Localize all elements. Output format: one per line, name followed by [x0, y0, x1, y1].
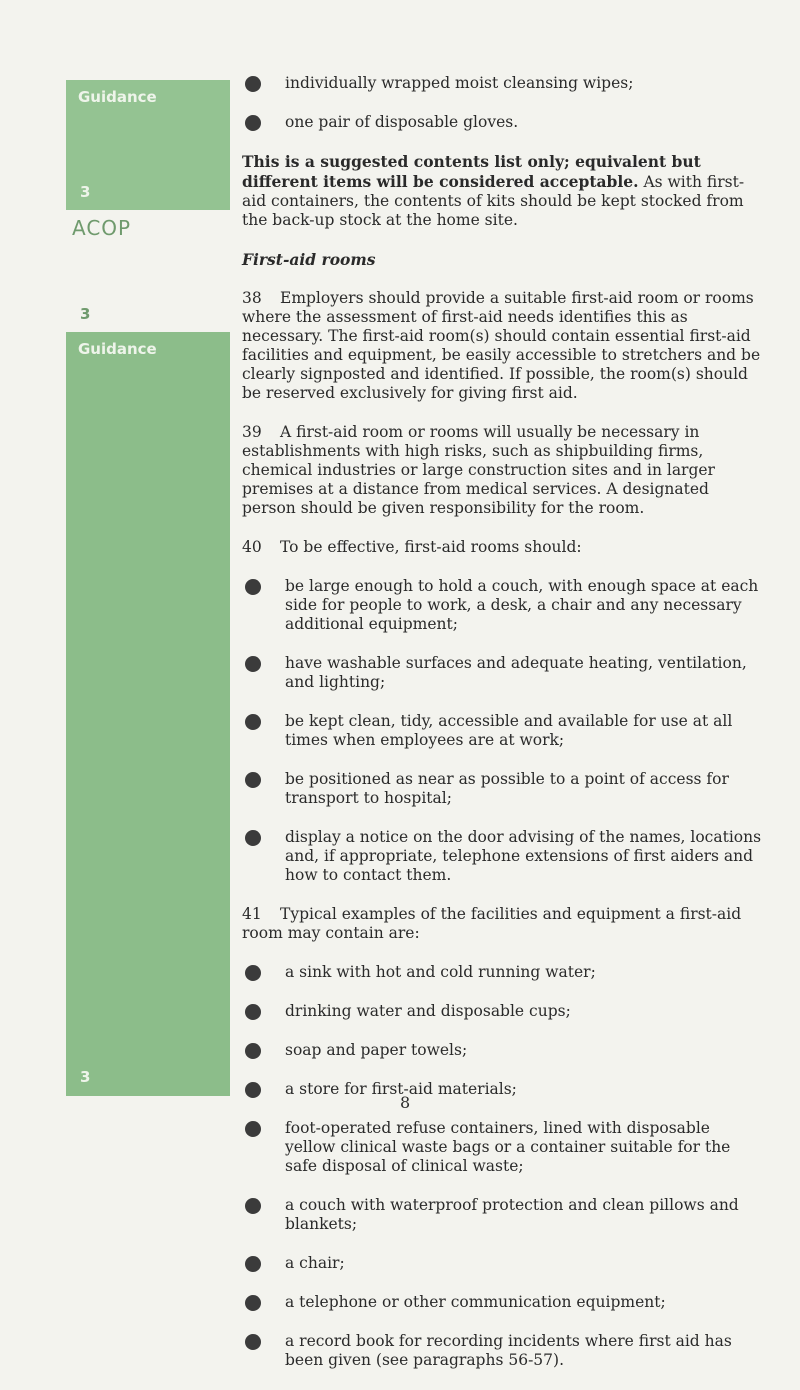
list-item: [242, 74, 762, 93]
list-item-text: be large enough to hold a couch, with enough space at each side for people to work, a desk, a chair and any necessary additional equipment;: [285, 577, 759, 633]
page-content: [242, 74, 762, 1390]
sidebar-guidance-label: Guidance: [78, 88, 157, 106]
sidebar-guidance-number: 3: [80, 183, 91, 201]
bullet-icon: [245, 1004, 261, 1020]
paragraph-number: 39: [242, 423, 262, 441]
list-item-text: have washable surfaces and adequate heating, ventilation, and lighting;: [285, 654, 747, 691]
guidance-note-rest: As with first-aid containers, the contents of kits should be kept stocked from the back-up stock at the home site.: [242, 173, 745, 229]
bullet-icon: [245, 1043, 261, 1059]
page-number: 8: [400, 1093, 411, 1112]
bullet-icon: [245, 579, 261, 595]
list-item: [242, 1041, 762, 1060]
bullet-icon: [245, 830, 261, 846]
sidebar-acop-number: 3: [80, 305, 91, 323]
list-item-text: display a notice on the door advising of the names, locations and, if appropriate, telephone extensions of first aiders and how to contact them.: [285, 828, 762, 884]
list-item: [242, 770, 762, 808]
bullet-icon: [245, 656, 261, 672]
bullet-icon: [245, 772, 261, 788]
list-item: [242, 113, 762, 132]
list-item-text: be positioned as near as possible to a point of access for transport to hospital;: [285, 770, 729, 807]
list-item-text: one pair of disposable gloves.: [285, 113, 519, 131]
list-item-text: a telephone or other communication equipment;: [285, 1293, 666, 1311]
list-item: [242, 1080, 762, 1099]
paragraph-41: [242, 905, 762, 943]
list-item-text: soap and paper towels;: [285, 1041, 468, 1059]
list-item-text: be kept clean, tidy, accessible and available for use at all times when employees are at work;: [285, 712, 733, 749]
list-item: [242, 577, 762, 634]
list-item: [242, 1196, 762, 1234]
bullet-icon: [245, 1198, 261, 1214]
guidance-note: [242, 152, 762, 230]
list-item: [242, 1254, 762, 1273]
bullet-icon: [245, 115, 261, 131]
bullet-icon: [245, 714, 261, 730]
bullet-icon: [245, 1334, 261, 1350]
list-item: [242, 1293, 762, 1312]
sidebar-guidance2-label: Guidance: [78, 340, 157, 358]
guidance-note-bold: This is a suggested contents list only; equivalent but different items will be considered acceptable.: [242, 152, 701, 191]
list-item-text: a couch with waterproof protection and clean pillows and blankets;: [285, 1196, 739, 1233]
paragraph-text: Employers should provide a suitable first-aid room or rooms where the assessment of first-aid needs identifies this as necessary. The first-aid room(s) should contain essential first-aid facilities and equipment, be easily accessible to stretchers and be clearly signposted and identified. If possible, the room(s) should be reserved exclusively for giving first aid.: [242, 289, 761, 402]
list-item-text: drinking water and disposable cups;: [285, 1002, 571, 1020]
paragraph-number: 38: [242, 289, 262, 307]
sidebar-guidance2-number: 3: [80, 1068, 91, 1086]
paragraph-39: [242, 423, 762, 518]
paragraph-text: To be effective, first-aid rooms should:: [280, 538, 582, 556]
list-item: [242, 654, 762, 692]
list-item-text: a sink with hot and cold running water;: [285, 963, 596, 981]
list-item-text: foot-operated refuse containers, lined with disposable yellow clinical waste bags or a container suitable for the safe disposal of clinical waste;: [285, 1119, 731, 1175]
bullet-icon: [245, 1082, 261, 1098]
list-item-text: individually wrapped moist cleansing wipes;: [285, 74, 634, 92]
sidebar-acop-label: ACOP: [72, 216, 132, 240]
paragraph-38: [242, 289, 762, 403]
bullet-icon: [245, 1256, 261, 1272]
list-item: [242, 1002, 762, 1021]
bullet-icon: [245, 76, 261, 92]
sidebar-guidance-band-2: [66, 332, 230, 1096]
list-item-text: a chair;: [285, 1254, 345, 1272]
paragraph-number: 41: [242, 905, 262, 923]
bullet-icon: [245, 1295, 261, 1311]
paragraph-text: Typical examples of the facilities and equipment a first-aid room may contain are:: [242, 905, 742, 942]
bullet-icon: [245, 965, 261, 981]
section-heading: First-aid rooms: [242, 250, 376, 269]
paragraph-number: 40: [242, 538, 262, 556]
list-item: [242, 1332, 762, 1370]
paragraph-text: A first-aid room or rooms will usually be necessary in establishments with high risks, such as shipbuilding firms, chemical industries or large construction sites and in larger premises at a distance from medical services. A designated person should be given responsibility for the room.: [242, 423, 715, 517]
list-item: [242, 828, 762, 885]
list-item-text: a store for first-aid materials;: [285, 1080, 517, 1098]
list-item-text: a record book for recording incidents where first aid has been given (see paragraphs 56-57).: [285, 1332, 732, 1369]
list-item: [242, 963, 762, 982]
bullet-icon: [245, 1121, 261, 1137]
list-item: [242, 712, 762, 750]
paragraph-40: [242, 538, 762, 557]
list-item: [242, 1119, 762, 1176]
